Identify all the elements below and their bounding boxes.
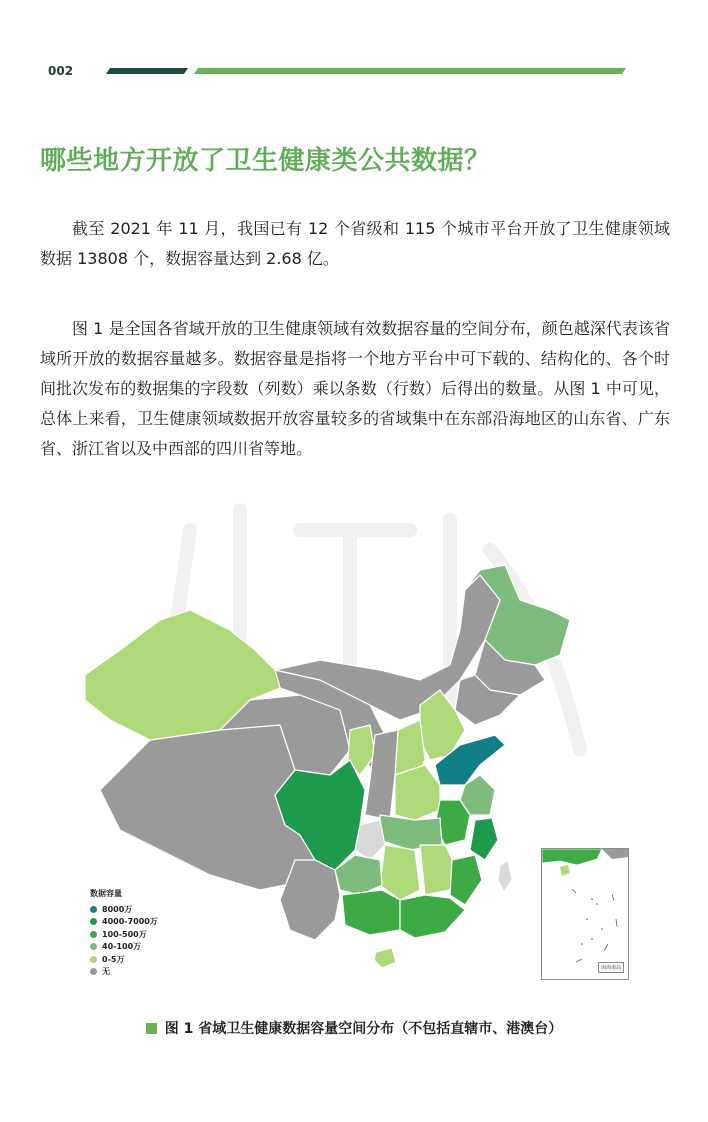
page-number: 002 xyxy=(48,64,74,78)
map-region-guangdong xyxy=(400,895,465,938)
legend-swatch xyxy=(90,943,97,950)
map-region-fujian xyxy=(450,855,482,905)
header-bar-dark xyxy=(106,68,188,74)
map-legend xyxy=(90,888,158,978)
legend-label: 8000万 xyxy=(102,904,133,914)
legend-swatch xyxy=(90,956,97,963)
legend-item xyxy=(90,966,158,979)
legend-item xyxy=(90,916,158,929)
legend-item xyxy=(90,941,158,954)
legend-swatch xyxy=(90,918,97,925)
inset-label: 南海诸岛 xyxy=(598,962,624,973)
paragraph-explanation: 图 1 是全国各省域开放的卫生健康领域有效数据容量的空间分布，颜色越深代表该省域所开放的数据容量越多。数据容量是指将一个地方平台中可下载的、结构化的、各个时间批次发布的数据集的字段数（列数）乘以条数（行数）后得出的数量。从图 1 中可见，总体上来看，卫生健康领域数据开放容量较多的省域集中在东部沿海地区的山东省、广东省、浙江省以及中西部的四川省等地。 xyxy=(40,319,670,458)
legend-swatch xyxy=(90,931,97,938)
paragraph-summary: 截至 2021 年 11 月，我国已有 12 个省级和 115 个城市平台开放了卫生健康领域数据 13808 个，数据容量达到 2.68 亿。 xyxy=(40,219,670,268)
map-region-jiangxi xyxy=(420,845,455,895)
map-region-guangxi xyxy=(342,890,400,935)
map-region-hainan xyxy=(374,948,396,968)
caption-marker xyxy=(146,1023,157,1034)
map-region-zhejiang xyxy=(470,818,498,860)
inset-map xyxy=(542,849,628,979)
legend-label: 无 xyxy=(102,967,110,977)
legend-item xyxy=(90,903,158,916)
figure-caption xyxy=(0,1018,708,1038)
legend-label: 4000-7000万 xyxy=(102,917,158,927)
legend-label: 40-100万 xyxy=(102,942,142,952)
section-title: 哪些地方开放了卫生健康类公共数据？ xyxy=(40,146,491,176)
legend-item xyxy=(90,928,158,941)
legend-item xyxy=(90,953,158,966)
south-china-sea-inset xyxy=(541,848,629,980)
legend-swatch xyxy=(90,906,97,913)
legend-label: 0-5万 xyxy=(102,954,125,964)
map-region-henan xyxy=(395,765,440,820)
caption-text: 图 1 省域卫生健康数据容量空间分布（不包括直辖市、港澳台） xyxy=(164,1021,563,1037)
legend-swatch xyxy=(90,968,97,975)
map-region-taiwan xyxy=(498,860,512,892)
legend-label: 100-500万 xyxy=(102,929,147,939)
legend-title: 数据容量 xyxy=(90,889,122,898)
header-bar-green xyxy=(194,68,626,74)
